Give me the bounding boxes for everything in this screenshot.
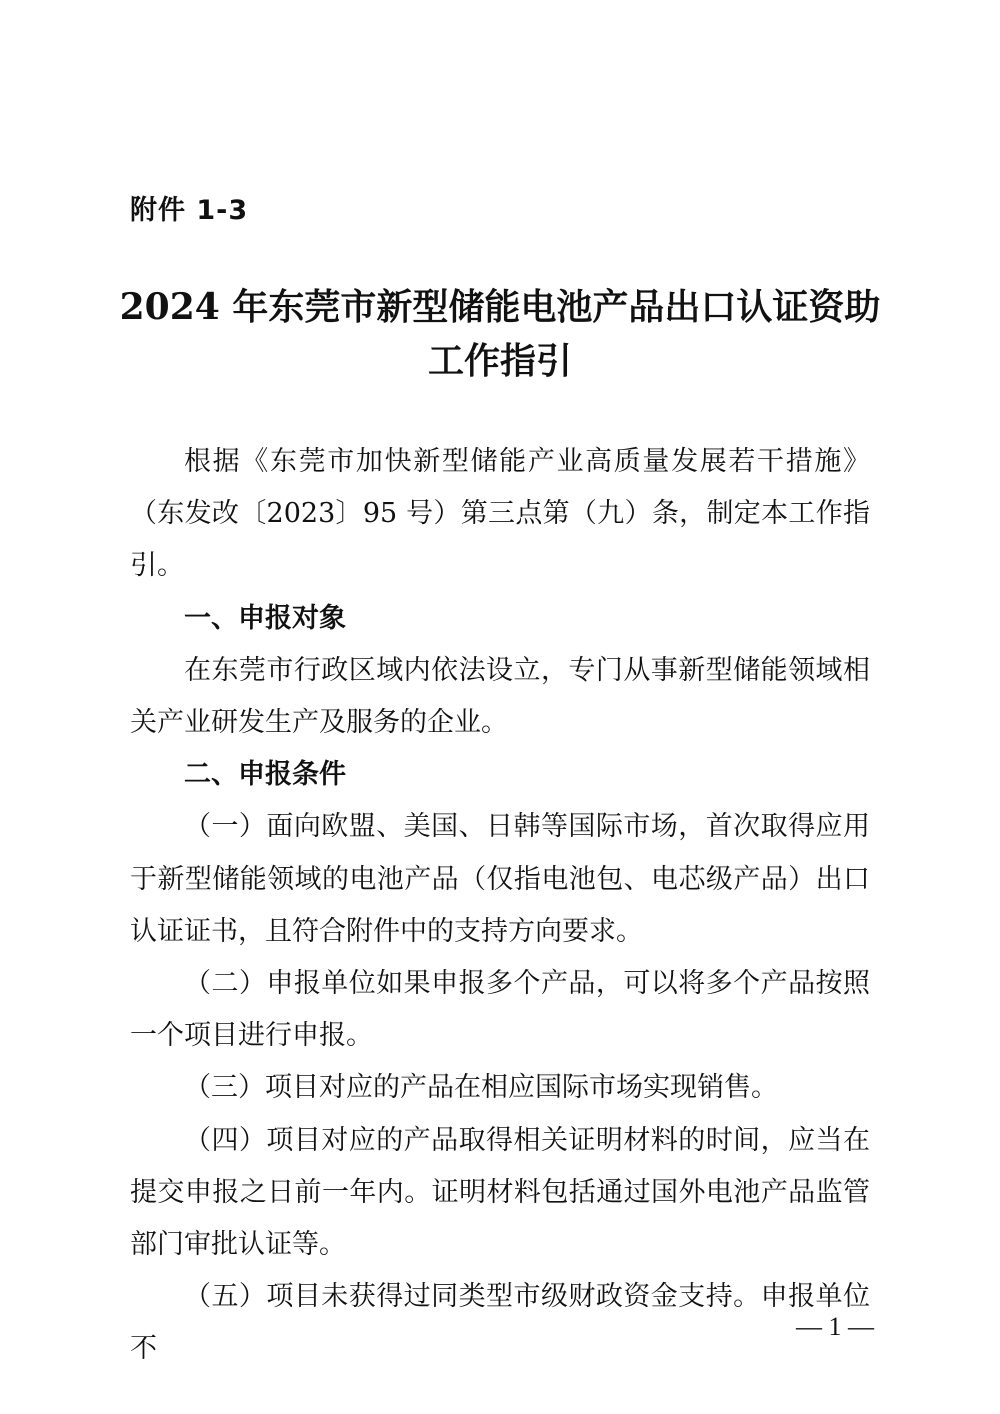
condition-item-2: （二）申报单位如果申报多个产品，可以将多个产品按照一个项目进行申报。 [130,968,870,1052]
title-line-1: 2024 年东莞市新型储能电池产品出口认证资助 [119,286,881,328]
title-line-2: 工作指引 [427,340,572,382]
section-heading-conditions: 二、申报条件 [184,759,346,791]
intro-paragraph: 根据《东莞市加快新型储能产业高质量发展若干措施》（东发改〔2023〕95 号）第三点第（九）条，制定本工作指引。 [130,446,870,582]
condition-item-5: （五）项目未获得过同类型市级财政资金支持。申报单位不 [130,1281,870,1365]
document-body [130,436,870,1376]
applicants-paragraph: 在东莞市行政区域内依法设立，专门从事新型储能领域相关产业研发生产及服务的企业。 [130,654,870,739]
condition-item-3: （三）项目对应的产品在相应国际市场实现销售。 [184,1072,778,1104]
condition-item-4: （四）项目对应的产品取得相关证明材料的时间，应当在提交申报之日前一年内。证明材料包括通过国外电池产品监管部门审批认证等。 [130,1124,870,1261]
section-heading-applicants: 一、申报对象 [184,602,346,634]
condition-item-1: （一）面向欧盟、美国、日韩等国际市场，首次取得应用于新型储能领域的电池产品（仅指电池包、电芯级产品）出口认证证书，且符合附件中的支持方向要求。 [130,811,870,947]
document-title [100,280,900,388]
page-number: — 1 — [796,1312,874,1341]
attachment-label: 附件 1-3 [130,195,249,226]
